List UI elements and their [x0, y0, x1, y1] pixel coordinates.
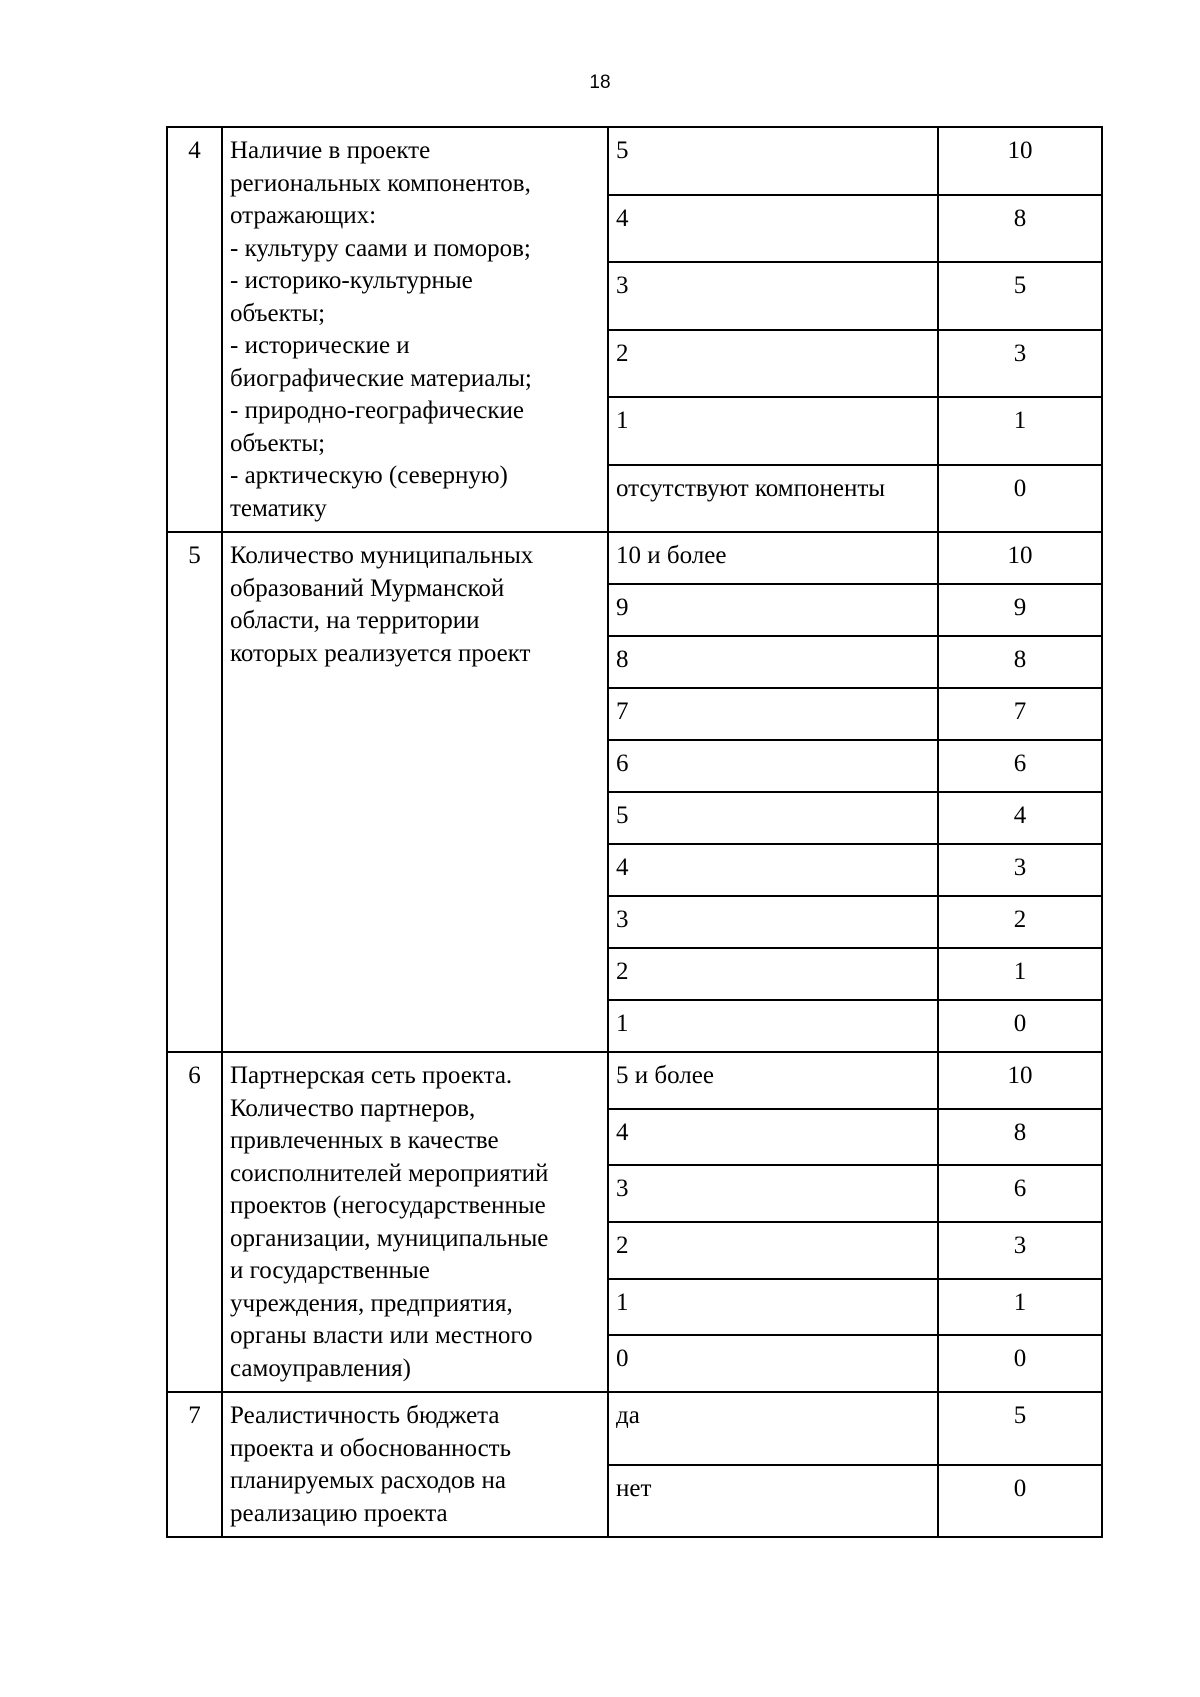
criterion-description-line: отражающих: [230, 202, 377, 229]
criterion-description-line: органы власти или местного [230, 1322, 533, 1349]
criterion-description [222, 1052, 608, 1392]
criterion-description-line: тематику [230, 494, 327, 522]
criterion-value: 1 [608, 1279, 938, 1336]
criterion-value: 2 [608, 330, 938, 398]
criterion-score: 5 [938, 1392, 1102, 1465]
criterion-score: 6 [938, 1165, 1102, 1222]
criterion-value: 7 [608, 688, 938, 740]
page-number: 18 [589, 72, 611, 93]
criterion-value: 3 [608, 1165, 938, 1222]
criterion-description-line: Реалистичность бюджета [230, 1402, 500, 1429]
criterion-value: 1 [608, 397, 938, 465]
criterion-score: 10 [938, 1052, 1102, 1109]
criterion-value: 5 [608, 127, 938, 195]
criterion-description-line: - исторические и [230, 332, 410, 359]
criterion-score: 1 [938, 948, 1102, 1000]
criterion-value: 3 [608, 896, 938, 948]
criterion-description-line: учреждения, предприятия, [230, 1289, 513, 1317]
criterion-number: 7 [167, 1392, 222, 1537]
criteria-row [167, 1392, 1102, 1465]
criterion-description-line: региональных компонентов, [230, 169, 531, 197]
criterion-score: 2 [938, 896, 1102, 948]
criterion-description-line: объекты; [230, 299, 326, 327]
criterion-value: 4 [608, 195, 938, 263]
criterion-description-line: проекта и обоснованность [230, 1434, 511, 1462]
criterion-value: нет [608, 1465, 938, 1538]
criterion-score: 4 [938, 792, 1102, 844]
criterion-description-line: объекты; [230, 429, 326, 457]
criterion-score: 6 [938, 740, 1102, 792]
criterion-score: 1 [938, 1279, 1102, 1336]
criterion-score: 9 [938, 584, 1102, 636]
criterion-description-line: биографические материалы; [230, 364, 532, 392]
criterion-value: 3 [608, 262, 938, 330]
criterion-score: 10 [938, 127, 1102, 195]
criterion-number: 4 [167, 127, 222, 532]
criterion-value: 9 [608, 584, 938, 636]
criterion-description-line: проектов (негосударственные [230, 1192, 546, 1219]
criterion-value: 1 [608, 1000, 938, 1052]
criterion-description-line: соисполнителей мероприятий [230, 1159, 549, 1187]
criterion-description-line: которых реализуется проект [230, 639, 531, 667]
criterion-description-line: образований Мурманской [230, 574, 505, 602]
criterion-score: 3 [938, 330, 1102, 398]
criterion-score: 7 [938, 688, 1102, 740]
criterion-number: 6 [167, 1052, 222, 1392]
criterion-score: 8 [938, 1109, 1102, 1166]
criterion-score: 3 [938, 1222, 1102, 1279]
criterion-value: 5 [608, 792, 938, 844]
criterion-description-line: самоуправления) [230, 1354, 411, 1382]
criterion-score: 0 [938, 1000, 1102, 1052]
criterion-description-line: Партнерская сеть проекта. [230, 1062, 513, 1089]
criterion-score: 8 [938, 636, 1102, 688]
criterion-description [222, 127, 608, 532]
criterion-description-line: - природно-географические [230, 397, 524, 424]
criterion-value: 4 [608, 1109, 938, 1166]
criterion-description-line: организации, муниципальные [230, 1224, 549, 1252]
criterion-description-line: - историко-культурные [230, 267, 473, 294]
criteria-table-body [167, 127, 1102, 1537]
criterion-description-line: Наличие в проекте [230, 137, 431, 164]
criterion-description-line: - арктическую (северную) [230, 462, 508, 489]
criterion-number: 5 [167, 532, 222, 1052]
criterion-description-line: Количество муниципальных [230, 542, 534, 569]
criterion-score: 1 [938, 397, 1102, 465]
criteria-row [167, 532, 1102, 584]
criterion-value: отсутствуют компоненты [608, 465, 938, 533]
criteria-row [167, 1052, 1102, 1109]
criterion-score: 0 [938, 465, 1102, 533]
criteria-table [166, 126, 1103, 1538]
criterion-score: 10 [938, 532, 1102, 584]
criterion-value: 10 и более [608, 532, 938, 584]
criterion-description-line: привлеченных в качестве [230, 1127, 499, 1154]
criterion-score: 8 [938, 195, 1102, 263]
criterion-value: 5 и более [608, 1052, 938, 1109]
criterion-description-line: Количество партнеров, [230, 1094, 476, 1122]
criterion-description-line: и государственные [230, 1257, 430, 1284]
criterion-score: 0 [938, 1335, 1102, 1392]
criterion-value: 2 [608, 948, 938, 1000]
criterion-description [222, 532, 608, 1052]
criterion-value: 0 [608, 1335, 938, 1392]
criterion-description-line: реализацию проекта [230, 1499, 448, 1527]
criterion-value: 2 [608, 1222, 938, 1279]
criterion-description [222, 1392, 608, 1537]
criterion-value: 4 [608, 844, 938, 896]
criterion-description-line: - культуру саами и поморов; [230, 234, 531, 262]
criterion-value: 8 [608, 636, 938, 688]
criterion-score: 3 [938, 844, 1102, 896]
criterion-description-line: планируемых расходов на [230, 1467, 506, 1494]
criterion-score: 5 [938, 262, 1102, 330]
criterion-description-line: области, на территории [230, 607, 480, 634]
criterion-value: 6 [608, 740, 938, 792]
criterion-score: 0 [938, 1465, 1102, 1538]
criteria-row [167, 127, 1102, 195]
criterion-value: да [608, 1392, 938, 1465]
